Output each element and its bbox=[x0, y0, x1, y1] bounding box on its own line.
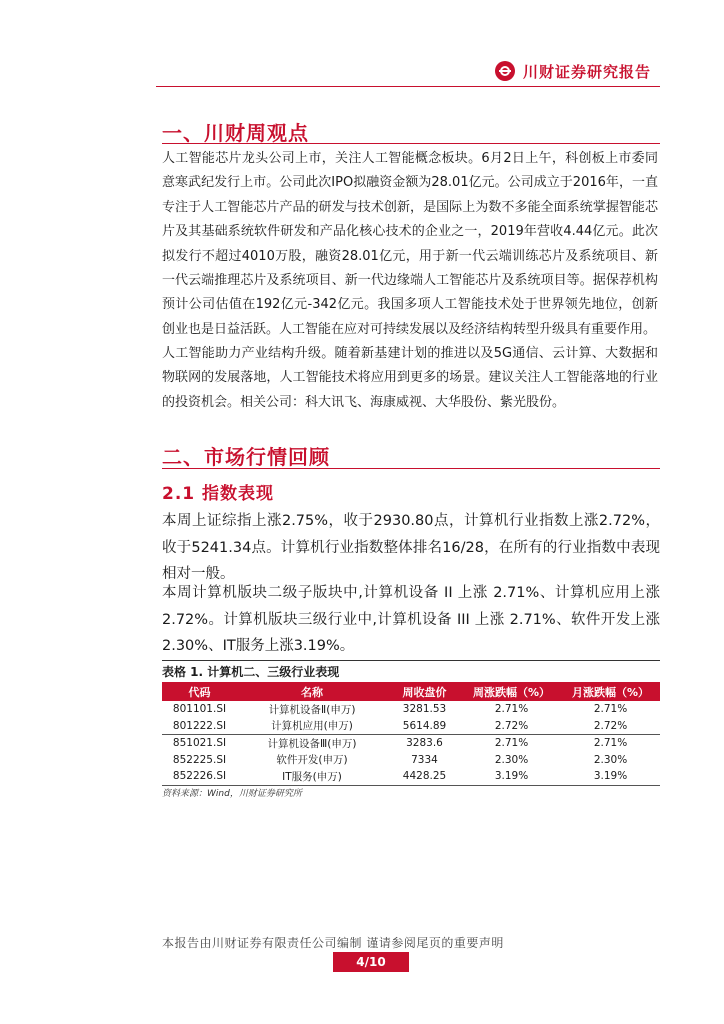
column-header-week-change: 周涨跌幅（%） bbox=[462, 682, 561, 701]
section2-paragraph-2: 本周计算机版块二级子版块中,计算机设备 II 上涨 2.71%、计算机应用上涨2.72%。计算机版块三级行业中,计算机设备 III 上涨 2.71%、软件开发上涨2.30%、IT服务上涨3.19%。 bbox=[162, 585, 660, 654]
cell-week-change: 2.72% bbox=[494, 719, 529, 732]
cell-week-close: 3281.53 bbox=[402, 703, 447, 716]
report-header bbox=[495, 58, 651, 84]
section1-title: 一、川财周观点 bbox=[162, 121, 309, 145]
cell-month-change: 2.71% bbox=[561, 735, 660, 752]
column-header-month-change: 月涨跌幅（%） bbox=[561, 682, 660, 701]
cell-name: IT服务(申万) bbox=[237, 768, 387, 785]
section2-paragraph-1: 本周上证综指上涨2.75%，收于2930.80点，计算机行业指数上涨2.72%，收于5241.34点。计算机行业指数整体排名16/28，在所有的行业指数中表现相对一般。 bbox=[162, 513, 660, 582]
footer-disclaimer: 本报告由川财证券有限责任公司编制 谨请参阅尾页的重要声明 bbox=[162, 936, 504, 950]
section1-paragraph-1: 人工智能芯片龙头公司上市，关注人工智能概念板块。6月2日上午，科创板上市委同意寒武纪发行上市。公司此次IPO拟融资金额为28.01亿元。公司成立于2016年，一直专注于人工智能芯片产品的研发与技术创新，是国际上为数不多能全面系统掌握智能芯片及其基础系统软件研发和产品化核心技术的企业之一，2019年营收4.44亿元。此次拟发行不超过4010万股，融资28.01亿元，用于新一代云端训练芯片及系统项目、新一代云端推理芯片及系统项目、新一代边缘端人工智能芯片及系统项目等。据保荐机构预计公司估值在192亿元-342亿元。我国多项人工智能技术处于世界领先地位，创新创业也是日益活跃。人工智能在应对可持续发展以及经济结构转型升级具有重要作用。 bbox=[162, 151, 658, 337]
cell-name: 计算机设备Ⅲ(申万) bbox=[237, 735, 387, 752]
cell-week-close: 3283.6 bbox=[387, 735, 462, 752]
cell-name: 软件开发(申万) bbox=[276, 754, 348, 767]
column-header-code: 代码 bbox=[162, 682, 237, 701]
cell-week-close: 4428.25 bbox=[387, 768, 462, 785]
table-header-row bbox=[162, 682, 660, 701]
cell-name: 计算机设备Ⅱ(申万) bbox=[268, 703, 356, 716]
cell-week-change: 3.19% bbox=[462, 768, 561, 785]
section1-paragraph-2: 人工智能助力产业结构升级。随着新基建计划的推进以及5G通信、云计算、大数据和物联网的发展落地，人工智能技术将应用到更多的场景。建议关注人工智能落地的行业的投资机会。相关公司：科大讯飞、海康威视、大华股份、紫光股份。 bbox=[162, 346, 658, 410]
cell-week-close: 7334 bbox=[411, 753, 438, 766]
cell-code: 852225.SI bbox=[172, 753, 227, 766]
industry-table bbox=[162, 682, 660, 786]
cell-month-change: 2.72% bbox=[593, 719, 628, 732]
cell-code: 801101.SI bbox=[172, 703, 227, 716]
table-caption: 表格 1. 计算机二、三级行业表现 bbox=[162, 665, 340, 679]
header-title: 川财证券研究报告 bbox=[523, 62, 652, 81]
page-number: 4/10 bbox=[333, 952, 409, 972]
column-header-week-close: 周收盘价 bbox=[387, 682, 462, 701]
section2-title: 二、市场行情回顾 bbox=[162, 445, 330, 469]
table-row bbox=[162, 718, 660, 735]
cell-week-change: 2.71% bbox=[462, 735, 561, 752]
cell-month-change: 2.30% bbox=[593, 753, 628, 766]
table-row bbox=[162, 735, 660, 752]
cell-week-change: 2.71% bbox=[494, 703, 529, 716]
cell-month-change: 2.71% bbox=[593, 703, 628, 716]
cell-week-change: 2.30% bbox=[494, 753, 529, 766]
cell-name: 计算机应用(申万) bbox=[271, 720, 353, 733]
table-row bbox=[162, 768, 660, 785]
section2-rule bbox=[162, 468, 660, 469]
cell-code: 801222.SI bbox=[172, 719, 227, 732]
company-logo-icon bbox=[495, 61, 515, 81]
column-header-name: 名称 bbox=[237, 682, 387, 701]
table-row bbox=[162, 701, 660, 718]
header-divider bbox=[156, 86, 660, 87]
table-source: 资料来源：Wind，川财证券研究所 bbox=[162, 789, 302, 799]
section1-rule bbox=[162, 143, 660, 144]
table-row bbox=[162, 752, 660, 769]
table-top-rule bbox=[162, 660, 660, 661]
cell-month-change: 3.19% bbox=[561, 768, 660, 785]
cell-week-close: 5614.89 bbox=[402, 719, 447, 732]
subsection-title: 2.1 指数表现 bbox=[162, 484, 275, 504]
cell-code: 852226.SI bbox=[162, 768, 237, 785]
cell-code: 851021.SI bbox=[162, 735, 237, 752]
